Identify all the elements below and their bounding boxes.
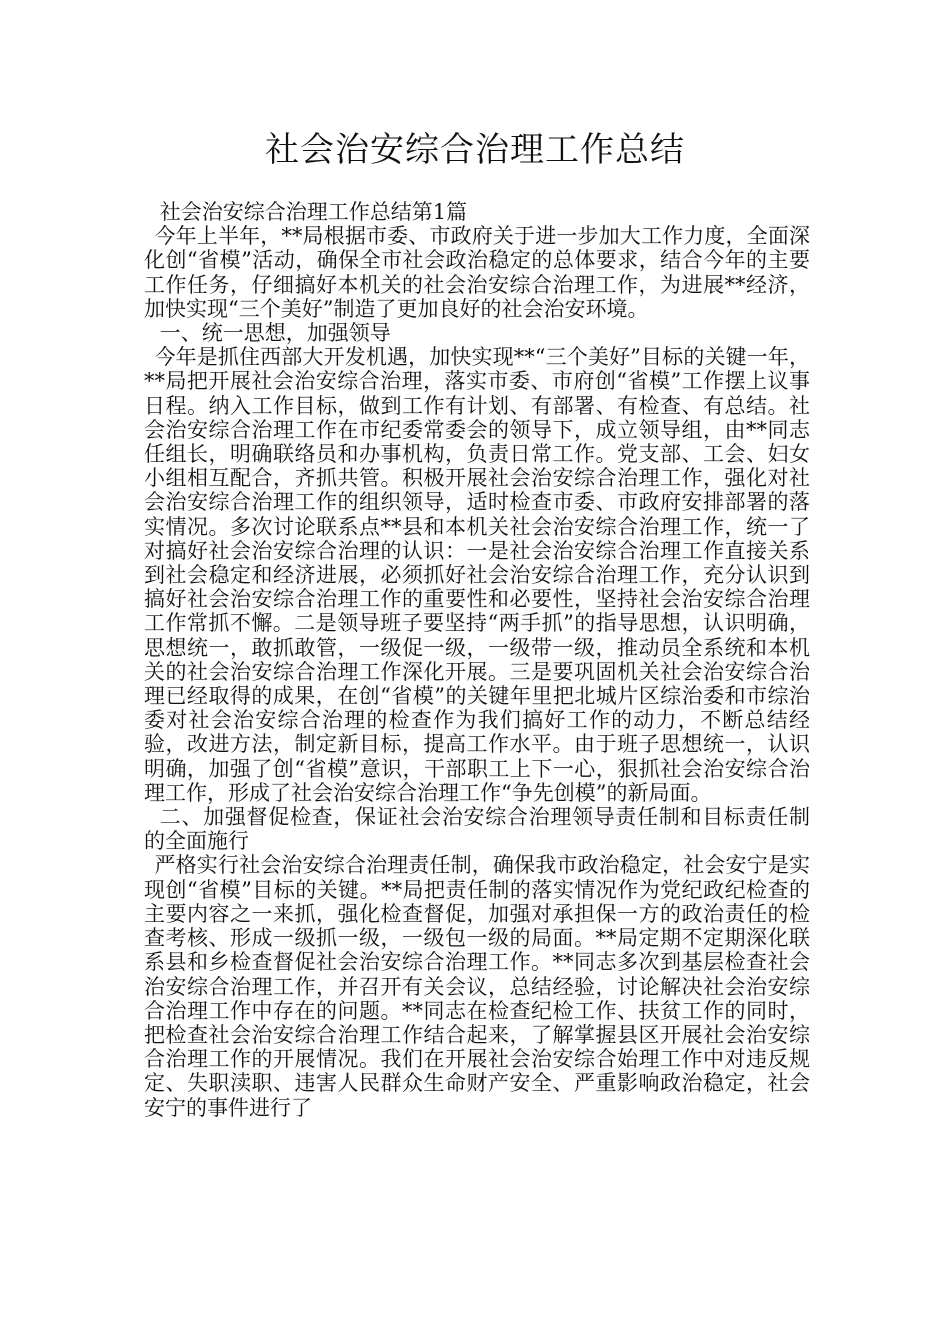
document-body bbox=[144, 200, 810, 1120]
body-paragraph: 严格实行社会治安综合治理责任制，确保我市政治稳定，社会安宁是实现创“省模”目标的关键。**局把责任制的落实情况作为党纪政纪检查的主要内容之一来抓，强化检查督促，加强对承担保一方的政治责任的检查考核、形成一级抓一级，一级包一级的局面。**局定期不定期深化联系县和乡检查督促社会治安综合治理工作。**同志多次到基层检查社会治安综合治理工作，并召开有关会议，总结经验，讨论解决社会治安综合治理工作中存在的问题。**同志在检查纪检工作、扶贫工作的同时，把检查社会治安综合治理工作结合起来，了解掌握县区开展社会治安综合治理工作的开展情况。我们在开展社会治安综合始理工作中对违反规定、失职渎职、违害人民群众生命财产安全、严重影响政治稳定，社会安宁的事件进行了 bbox=[144, 853, 810, 1120]
body-paragraph: 今年上半年，**局根据市委、市政府关于进一步加大工作力度，全面深化创“省模”活动，确保全市社会政治稳定的总体要求，结合今年的主要工作任务，仔细搞好本机关的社会治安综合治理工作，为进展**经济，加快实现“三个美好”制造了更加良好的社会治安环境。 bbox=[144, 224, 810, 321]
body-paragraph: 今年是抓住西部大开发机遇，加快实现**“三个美好”目标的关键一年，**局把开展社会治安综合治理，落实市委、市府创“省模”工作摆上议事日程。纳入工作目标，做到工作有计划、有部署、有检查、有总结。社会治安综合治理工作在市纪委常委会的领导下，成立领导组，由**同志任组长，明确联络员和办事机构，负责日常工作。党支部、工会、妇女小组相互配合，齐抓共管。积极开展社会治安综合治理工作，强化对社会治安综合治理工作的组织领导，适时检查市委、市政府安排部署的落实情况。多次讨论联系点**县和本机关社会治安综合治理工作，统一了对搞好社会治安综合治理的认识：一是社会治安综合治理工作直接关系到社会稳定和经济进展，必须抓好社会治安综合治理工作，充分认识到搞好社会治安综合治理工作的重要性和必要性，坚持社会治安综合治理工作常抓不懈。二是领导班子要坚持“两手抓”的指导思想，认识明确，思想统一，敢抓敢管，一级促一级，一级带一级，推动员全系统和本机关的社会治安综合治理工作深化开展。三是要巩固机关社会治安综合治理已经取得的成果，在创“省模”的关键年里把北城片区综治委和市综治委对社会治安综合治理的检查作为我们搞好工作的动力，不断总结经验，改进方法，制定新目标，提高工作水平。由于班子思想统一，认识明确，加强了创“省模”意识，干部职工上下一心，狠抓社会治安综合治理工作，形成了社会治安综合治理工作“争先创模”的新局面。 bbox=[144, 345, 810, 805]
document-title: 社会治安综合治理工作总结 bbox=[265, 130, 685, 170]
section-subtitle: 社会治安综合治理工作总结第1篇 bbox=[159, 200, 468, 224]
section-heading: 二、加强督促检查，保证社会治安综合治理领导责任制和目标责任制的全面施行 bbox=[144, 805, 810, 854]
section-heading: 一、统一思想，加强领导 bbox=[159, 321, 391, 346]
